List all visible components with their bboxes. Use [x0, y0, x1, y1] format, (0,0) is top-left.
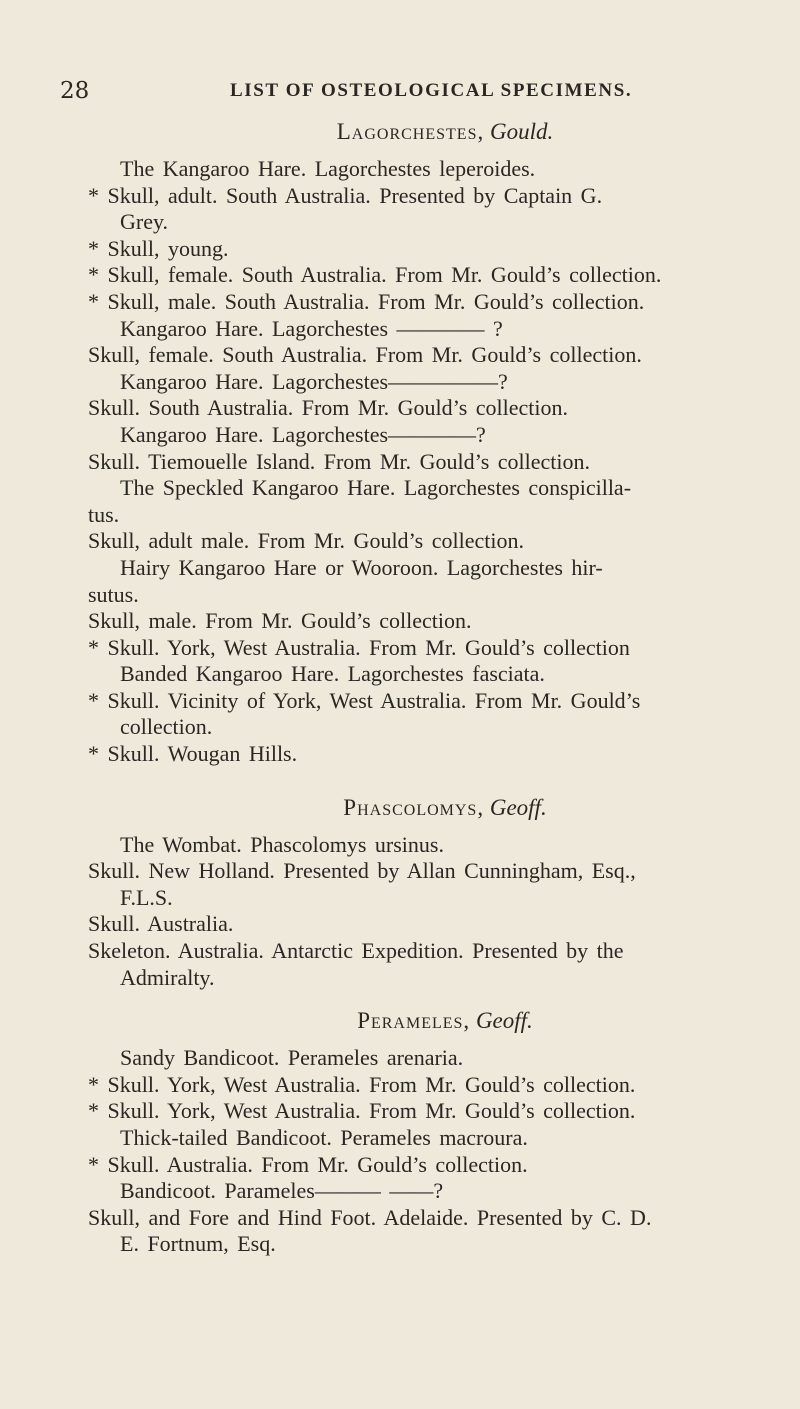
specimen-entry: * Skull. York, West Australia. From Mr. Gould’s collection. — [88, 1098, 636, 1124]
genus-heading-phascolomys — [0, 794, 800, 822]
specimen-entry-continuation: F.L.S. — [120, 884, 173, 910]
specimen-entry: Skull, female. South Australia. From Mr. Gould’s collection. — [88, 342, 642, 368]
specimen-entry: * Skull. Australia. From Mr. Gould’s collection. — [88, 1151, 528, 1177]
genus-author: Gould. — [489, 119, 554, 144]
specimen-entry-continuation: Admiralty. — [120, 964, 215, 990]
specimen-entry: Skull. Tiemouelle Island. From Mr. Gould’s collection. — [88, 448, 590, 474]
specimen-entry: * Skull, male. South Australia. From Mr. Gould’s collection. — [88, 288, 645, 314]
genus-name: Phascolomys, — [343, 794, 485, 820]
genus-heading-lagorchestes — [0, 118, 800, 146]
species-heading: The Kangaroo Hare. Lagorchestes leperoides. — [120, 156, 536, 181]
running-title: LIST OF OSTEOLOGICAL SPECIMENS. — [230, 80, 633, 101]
species-heading: Thick-tailed Bandicoot. Perameles macroura. — [120, 1125, 528, 1150]
species-heading: Bandicoot. Parameles——— ——? — [120, 1178, 444, 1204]
genus-heading-perameles — [0, 1007, 800, 1035]
specimen-entry: * Skull, young. — [88, 235, 229, 261]
specimen-entry: Skull. New Holland. Presented by Allan Cunningham, Esq., — [88, 858, 636, 884]
species-heading-continuation: sutus. — [88, 581, 139, 607]
genus-name: Lagorchestes, — [336, 119, 485, 144]
specimen-entry: Skull. South Australia. From Mr. Gould’s collection. — [88, 395, 568, 421]
specimen-entry: * Skull. York, West Australia. From Mr. Gould’s collection — [88, 634, 630, 660]
species-heading: Sandy Bandicoot. Perameles arenaria. — [120, 1045, 464, 1071]
species-heading: Kangaroo Hare. Lagorchestes—————? — [120, 368, 508, 394]
genus-author: Geoff. — [489, 794, 547, 820]
specimen-entry: * Skull, adult. South Australia. Presented by Captain G. — [88, 182, 603, 208]
specimen-entry: * Skull. Wougan Hills. — [88, 741, 298, 767]
species-heading: Kangaroo Hare. Lagorchestes ———— ? — [120, 315, 503, 341]
species-heading: The Speckled Kangaroo Hare. Lagorchestes conspicilla- — [120, 475, 632, 501]
species-heading: The Wombat. Phascolomys ursinus. — [120, 831, 444, 857]
specimen-entry: * Skull, female. South Australia. From Mr. Gould’s collection. — [88, 262, 662, 288]
specimen-entry: Skull, male. From Mr. Gould’s collection. — [88, 608, 472, 634]
species-heading: Kangaroo Hare. Lagorchestes————? — [120, 421, 486, 447]
running-head — [60, 78, 760, 108]
genus-name: Perameles, — [357, 1008, 471, 1034]
specimen-entry: Skull, and Fore and Hind Foot. Adelaide. Presented by C. D. — [88, 1204, 652, 1230]
specimen-entry: Skull. Australia. — [88, 911, 234, 937]
specimen-entry: Skull, adult male. From Mr. Gould’s collection. — [88, 528, 524, 554]
specimen-entry: Skeleton. Australia. Antarctic Expedition. Presented by the — [88, 938, 624, 964]
genus-author: Geoff. — [475, 1008, 533, 1034]
specimen-entry-continuation: collection. — [120, 714, 213, 740]
specimen-entry-continuation: E. Fortnum, Esq. — [120, 1231, 276, 1257]
specimen-entry-continuation: Grey. — [120, 209, 169, 235]
specimen-entry: * Skull. York, West Australia. From Mr. Gould’s collection. — [88, 1071, 636, 1097]
specimen-entry: * Skull. Vicinity of York, West Australia. From Mr. Gould’s — [88, 687, 641, 713]
species-heading-continuation: tus. — [88, 501, 120, 527]
page-body — [0, 118, 800, 1258]
page-number: 28 — [60, 78, 90, 104]
species-heading: Banded Kangaroo Hare. Lagorchestes fasciata. — [120, 661, 545, 687]
species-heading: Hairy Kangaroo Hare or Wooroon. Lagorchestes hir- — [120, 554, 603, 580]
